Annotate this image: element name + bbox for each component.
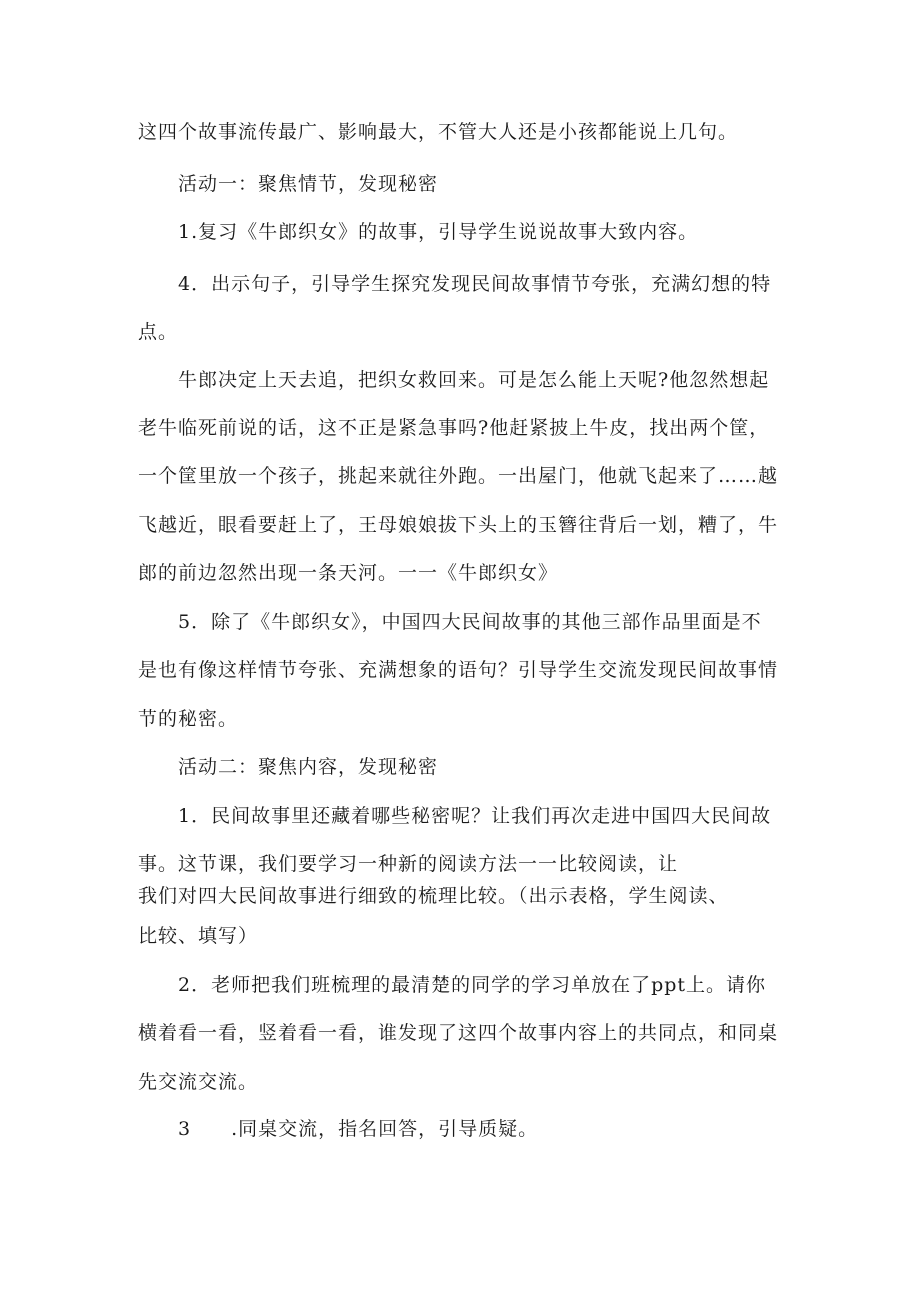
paragraph-line: 这四个故事流传最广、影响最大，不管大人还是小孩都能说上几句。 [138, 121, 739, 143]
paragraph-line: 2．老师把我们班梳理的最清楚的同学的学习单放在了ppt上。请你 [178, 974, 767, 996]
paragraph-line: 是也有像这样情节夸张、充满想象的语句？引导学生交流发现民间故事情 [138, 659, 779, 681]
quote-line: 老牛临死前说的话，这不正是紧急事吗?他赶紧披上牛皮，找出两个筐， [138, 417, 770, 439]
quote-line: 飞越近，眼看要赶上了，王母娘娘拔下头上的玉簪往背后一划，糟了，牛 [138, 514, 779, 536]
paragraph-line: 事。这节课，我们要学习一种新的阅读方法一一比较阅读，让 [138, 853, 679, 875]
quote-line: 牛郎决定上天去追，把织女救回来。可是怎么能上天呢?他忽然想起 [178, 369, 770, 391]
quote-line: 郎的前边忽然出现一条天河。一一《牛郎织女》 [138, 562, 559, 584]
paragraph-line: 3 .同桌交流，指名回答，引导质疑。 [178, 1118, 539, 1140]
paragraph-line: 先交流交流。 [138, 1071, 259, 1093]
paragraph-line: 比较、填写） [138, 925, 259, 947]
paragraph-line: 1.复习《牛郎织女》的故事，引导学生说说故事大致内容。 [178, 221, 699, 243]
activity-heading: 活动一：聚焦情节，发现秘密 [178, 173, 439, 195]
paragraph-line: 节的秘密。 [138, 708, 239, 730]
paragraph-line: 4．出示句子，引导学生探究发现民间故事情节夸张，充满幻想的特 [178, 273, 772, 295]
paragraph-line: 1．民间故事里还藏着哪些秘密呢？让我们再次走进中国四大民间故 [178, 805, 772, 827]
quote-line: 一个筐里放一个孩子，挑起来就往外跑。一出屋门，他就飞起来了……越 [138, 465, 779, 487]
paragraph-line: 横着看一看，竖着看一看，谁发现了这四个故事内容上的共同点，和同桌 [138, 1022, 779, 1044]
paragraph-line: 我们对四大民间故事进行细致的梳理比较。（出示表格，学生阅读、 [138, 885, 729, 907]
paragraph-line: 5．除了《牛郎织女》，中国四大民间故事的其他三部作品里面是不 [178, 611, 762, 633]
activity-heading: 活动二：聚焦内容，发现秘密 [178, 756, 439, 778]
paragraph-line: 点。 [138, 321, 179, 343]
